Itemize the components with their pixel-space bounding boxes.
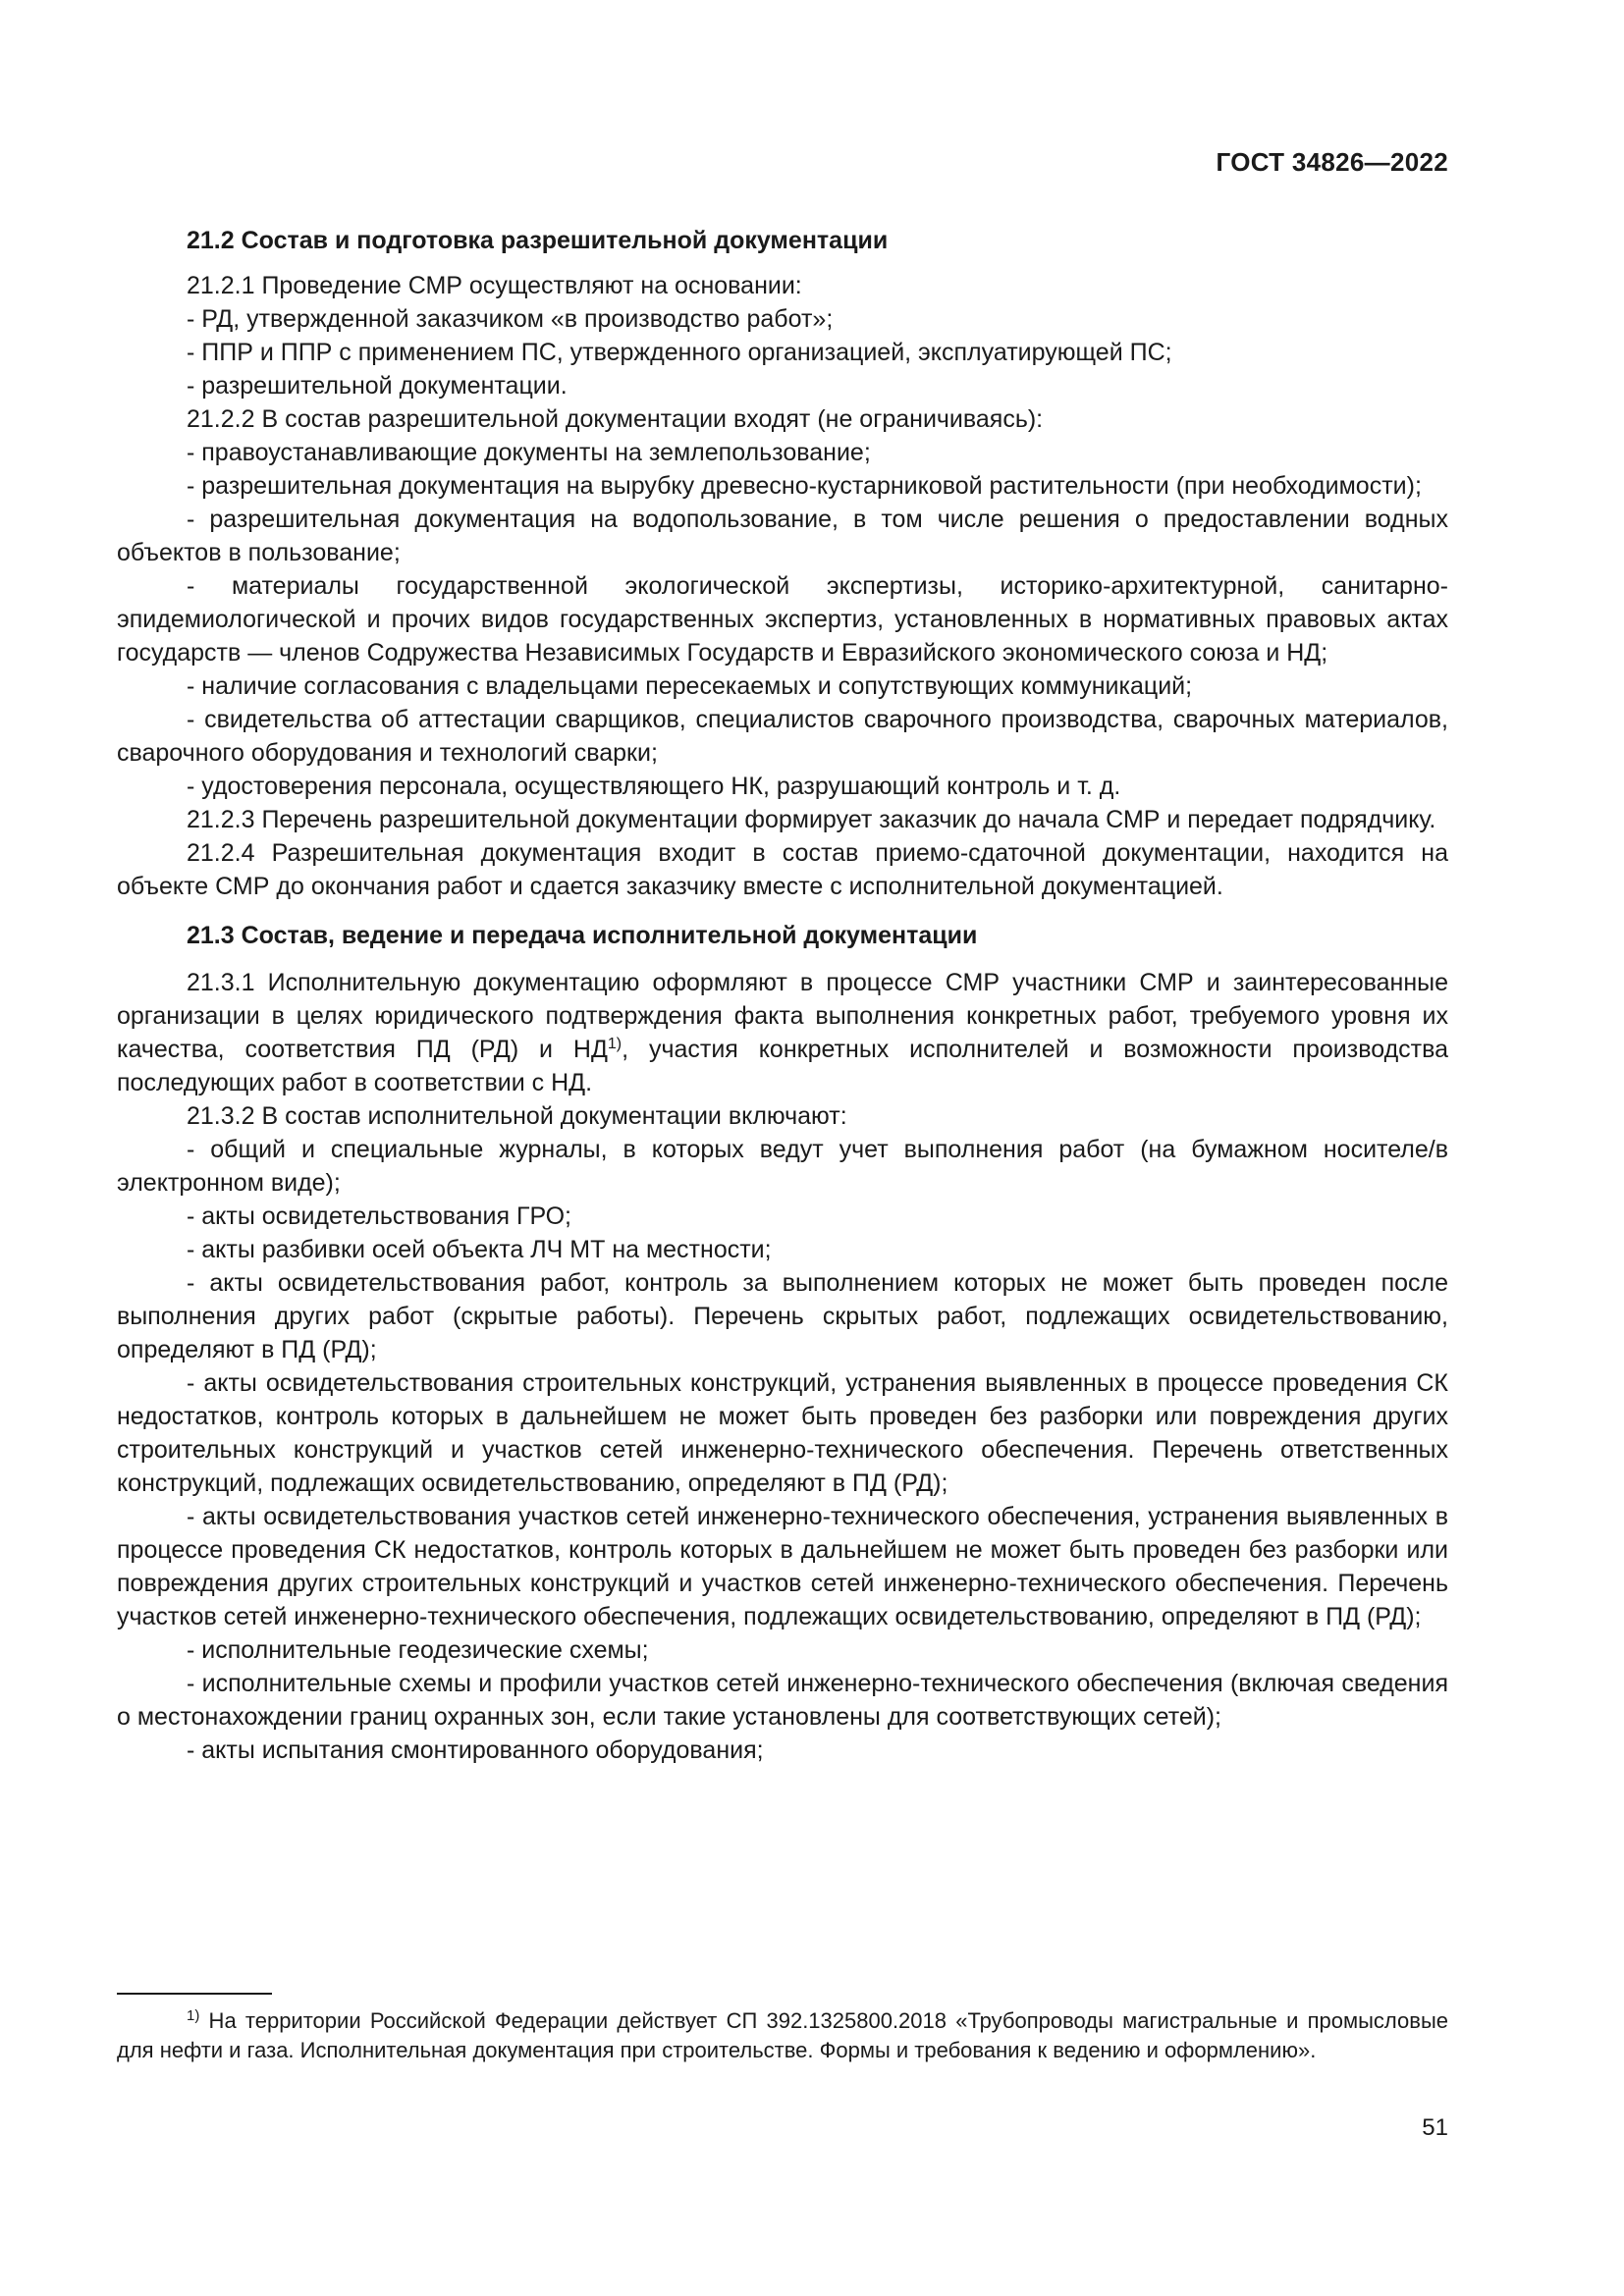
list-item: - разрешительная документация на вырубку древесно-кустарниковой растительности (при необходимости);	[187, 472, 1422, 500]
list-item: - исполнительные геодезические схемы;	[187, 1636, 649, 1664]
section-heading-21-2: 21.2 Состав и подготовка разрешительной документации	[187, 227, 889, 254]
document-page	[117, 0, 1448, 2296]
list-item: - разрешительной документации.	[187, 372, 568, 400]
document-body	[117, 224, 1448, 1767]
footnote-marker: 1)	[187, 2007, 200, 2024]
paragraph-text: , участия конкретных исполнителей и возможности производства последующих работ в соответствии с НД.	[117, 1036, 1449, 1096]
list-item: - акты освидетельствования работ, контроль за выполнением которых не может быть проведен после выполнения других работ (скрытые работы). Перечень скрытых работ, подлежащих освидетельствованию, определяют в ПД (РД);	[117, 1269, 1448, 1363]
footnote-reference[interactable]: 1)	[607, 1036, 623, 1052]
page-number: 51	[1422, 2114, 1448, 2141]
list-item: - удостоверения персонала, осуществляющего НК, разрушающий контроль и т. д.	[187, 773, 1121, 800]
paragraph: 21.3.2 В состав исполнительной документации включают:	[187, 1102, 847, 1130]
paragraph	[117, 966, 1448, 1099]
list-item: - ППР и ППР с применением ПС, утвержденного организацией, эксплуатирующей ПС;	[187, 339, 1172, 366]
list-item: - наличие согласования с владельцами пересекаемых и сопутствующих коммуникаций;	[187, 672, 1193, 700]
paragraph: 21.2.1 Проведение СМР осуществляют на основании:	[187, 272, 802, 299]
list-item: - РД, утвержденной заказчиком «в производство работ»;	[187, 305, 834, 333]
paragraph: 21.2.4 Разрешительная документация входит в состав приемо-сдаточной документации, находится на объекте СМР до окончания работ и сдается заказчику вместе с исполнительной документацией.	[117, 839, 1448, 900]
list-item: - разрешительная документация на водопользование, в том числе решения о предоставлении водных объектов в пользование;	[117, 506, 1448, 566]
list-item: - общий и специальные журналы, в которых ведут учет выполнения работ (на бумажном носителе/в электронном виде);	[117, 1136, 1448, 1197]
paragraph-text: 21.3.1 Исполнительную документацию оформляют в процессе СМР участники СМР и заинтересованные организации в целях юридического подтверждения факта выполнения конкретных работ, требуемого уровня их качества, соответствия ПД (РД) и НД	[117, 969, 1448, 1063]
list-item: - акты освидетельствования строительных конструкций, устранения выявленных в процессе проведения СК недостатков, контроль которых в дальнейшем не может быть проведен без разборки или повреждения других строительных конструкций и участков сетей инженерно-технического обеспечения. Перечень ответственных конструкций, подлежащих освидетельствованию, определяют в ПД (РД);	[117, 1369, 1448, 1497]
list-item: - материалы государственной экологической экспертизы, историко-архитектурной, санитарно-эпидемиологической и прочих видов государственных экспертиз, установленных в нормативных правовых актах государств — членов Содружества Независимых Государств и Евразийского экономического союза и НД;	[117, 572, 1448, 667]
footnote-text: На территории Российской Федерации действует СП 392.1325800.2018 «Трубопроводы магистральные и промысловые для нефти и газа. Исполнительная документация при строительстве. Формы и требования к ведению и оформлению».	[117, 2008, 1448, 2062]
footnote	[117, 2006, 1448, 2065]
list-item: - свидетельства об аттестации сварщиков, специалистов сварочного производства, сварочных материалов, сварочного оборудования и технологий сварки;	[117, 706, 1448, 767]
list-item: - правоустанавливающие документы на землепользование;	[187, 439, 871, 466]
list-item: - акты испытания смонтированного оборудования;	[187, 1736, 764, 1764]
list-item: - акты освидетельствования участков сетей инженерно-технического обеспечения, устранения выявленных в процессе проведения СК недостатков, контроль которых в дальнейшем не может быть проведен без разборки или повреждения других строительных конструкций и участков сетей инженерно-технического обеспечения. Перечень участков сетей инженерно-технического обеспечения, подлежащих освидетельствованию, определяют в ПД (РД);	[117, 1503, 1448, 1630]
footnote-divider	[117, 1993, 272, 1995]
paragraph: 21.2.3 Перечень разрешительной документации формирует заказчик до начала СМР и передает подрядчику.	[187, 806, 1436, 833]
document-code-header: ГОСТ 34826—2022	[1216, 147, 1448, 177]
paragraph: 21.2.2 В состав разрешительной документации входят (не ограничиваясь):	[187, 405, 1044, 433]
list-item: - исполнительные схемы и профили участков сетей инженерно-технического обеспечения (включая сведения о местонахождении границ охранных зон, если такие установлены для соответствующих сетей);	[117, 1670, 1448, 1731]
list-item: - акты разбивки осей объекта ЛЧ МТ на местности;	[187, 1236, 772, 1263]
section-heading-21-3: 21.3 Состав, ведение и передача исполнительной документации	[187, 922, 978, 949]
list-item: - акты освидетельствования ГРО;	[187, 1202, 571, 1230]
